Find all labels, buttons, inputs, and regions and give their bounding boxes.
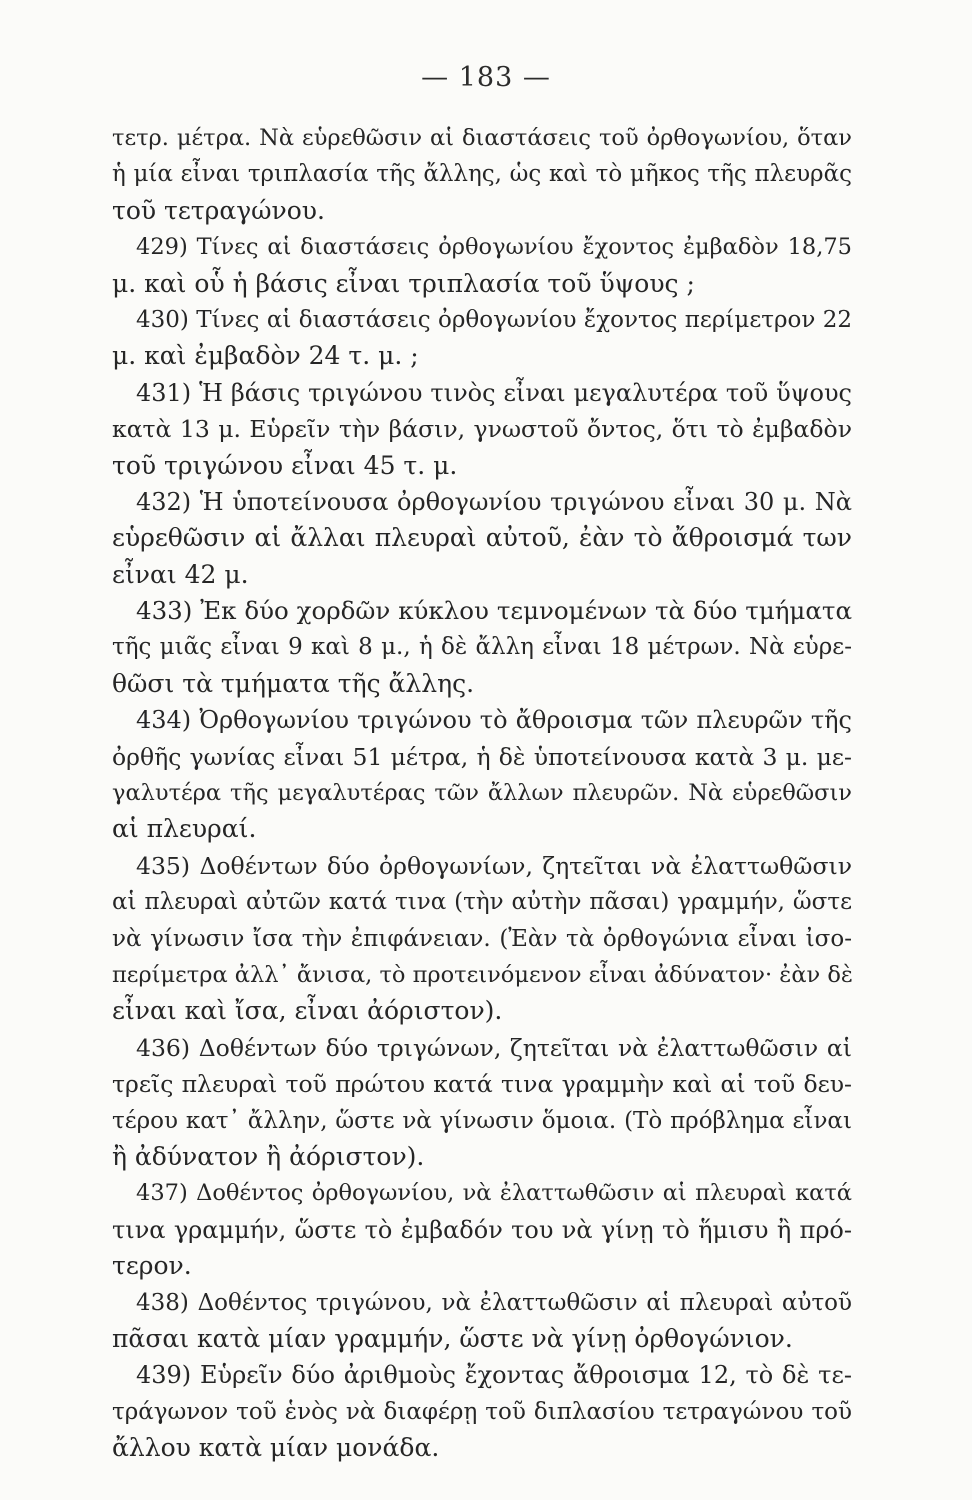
text-line: 432) Ἡ ὑποτείνουσα ὀρθογωνίου τριγώνου εἶναι 30 μ. Νὰ [136,487,852,516]
text-line: ἡ μία εἶναι τριπλασία τῆς ἄλλης, ὡς καὶ τὸ μῆκος τῆς πλευρᾶς [112,161,852,188]
text-line: αἱ πλευραὶ αὐτῶν κατά τινα (τὴν αὐτὴν πᾶσαι) γραμμήν, ὥστε [112,889,852,916]
text-line: τῆς μιᾶς εἶναι 9 καὶ 8 μ., ἡ δὲ ἄλλη εἶναι 18 μέτρων. Νὰ εὑρε- [112,634,852,661]
text-line: 436) Δοθέντων δύο τριγώνων, ζητεῖται νὰ ἐλαττωθῶσιν αἱ [136,1033,852,1062]
text-line: εἶναι 42 μ. [112,559,249,589]
text-line: 434) Ὀρθογωνίου τριγώνου τὸ ἄθροισμα τῶν πλευρῶν τῆς [136,706,852,735]
text-line: τετρ. μέτρα. Νὰ εὑρεθῶσιν αἱ διαστάσεις τοῦ ὀρθογωνίου, ὅταν [112,125,852,151]
text-line: 431) Ἡ βάσις τριγώνου τινὸς εἶναι μεγαλυτέρα τοῦ ὕψους [136,378,852,407]
text-line: 439) Εὑρεῖν δύο ἀριθμοὺς ἔχοντας ἄθροισμα 12, τὸ δὲ τε- [136,1361,852,1390]
text-line: τερον. [112,1251,192,1281]
page-body-text [112,120,852,1466]
text-line: τρεῖς πλευραὶ τοῦ πρώτου κατά τινα γραμμὴν καὶ αἱ τοῦ δευ- [112,1070,852,1099]
text-line: γαλυτέρα τῆς μεγαλυτέρας τῶν ἄλλων πλευρῶν. Νὰ εὑρεθῶσιν [112,780,852,807]
text-line: κατὰ 13 μ. Εὑρεῖν τὴν βάσιν, γνωστοῦ ὄντος, ὅτι τὸ ἐμβαδὸν [112,415,852,444]
text-line: 435) Δοθέντων δύο ὀρθογωνίων, ζητεῖται νὰ ἐλαττωθῶσιν [136,851,852,880]
text-line: ὀρθῆς γωνίας εἶναι 51 μέτρα, ἡ δὲ ὑποτείνουσα κατὰ 3 μ. με- [112,742,852,771]
text-line: αἱ πλευραί. [112,814,257,844]
text-line: πᾶσαι κατὰ μίαν γραμμήν, ὥστε νὰ γίνῃ ὀρθογώνιον. [112,1323,793,1353]
text-line: 433) Ἐκ δύο χορδῶν κύκλου τεμνομένων τὰ δύο τμήματα [136,596,852,626]
text-line: εὑρεθῶσιν αἱ ἄλλαι πλευραὶ αὐτοῦ, ἐὰν τὸ ἄθροισμά των [112,523,852,553]
text-line: 438) Δοθέντος τριγώνου, νὰ ἐλαττωθῶσιν αἱ πλευραὶ αὐτοῦ [136,1289,852,1316]
text-line: τοῦ τριγώνου εἶναι 45 τ. μ. [112,450,458,480]
text-line: τέρου κατ᾽ ἄλλην, ὥστε νὰ γίνωσιν ὅμοια. (Τὸ πρόβλημα εἶναι [112,1107,852,1134]
text-line: περίμετρα ἀλλ᾽ ἄνισα, τὸ προτεινόμενον εἶναι ἀδύνατον· ἐὰν δὲ [112,961,853,988]
page-number-header: — 183 — [421,62,551,93]
text-line: ἢ ἀδύνατον ἢ ἀόριστον). [112,1141,425,1171]
text-line: 429) Τίνες αἱ διαστάσεις ὀρθογωνίου ἔχοντος ἐμβαδὸν 18,75 [136,234,852,261]
text-line: μ. καὶ ἐμβαδὸν 24 τ. μ. ; [112,341,419,371]
text-line: ἄλλου κατὰ μίαν μονάδα. [112,1433,440,1463]
text-line: τινα γραμμήν, ὥστε τὸ ἐμβαδόν του νὰ γίνῃ τὸ ἥμισυ ἢ πρό- [112,1215,852,1244]
text-line: 430) Τίνες αἱ διαστάσεις ὀρθογωνίου ἔχοντος περίμετρον 22 [136,306,852,333]
text-line: τοῦ τετραγώνου. [112,195,325,225]
text-line: μ. καὶ οὗ ἡ βάσις εἶναι τριπλασία τοῦ ὕψους ; [112,268,695,298]
text-line: εἶναι καὶ ἴσα, εἶναι ἀόριστον). [112,996,503,1026]
text-line: 437) Δοθέντος ὀρθογωνίου, νὰ ἐλαττωθῶσιν αἱ πλευραὶ κατά [136,1180,852,1207]
text-line: θῶσι τὰ τμήματα τῆς ἄλλης. [112,668,475,698]
text-line: τράγωνον τοῦ ἑνὸς νὰ διαφέρῃ τοῦ διπλασίου τετραγώνου τοῦ [112,1398,852,1425]
text-line: νὰ γίνωσιν ἴσα τὴν ἐπιφάνειαν. (Ἐὰν τὰ ὀρθογώνια εἶναι ἰσο- [112,925,852,952]
